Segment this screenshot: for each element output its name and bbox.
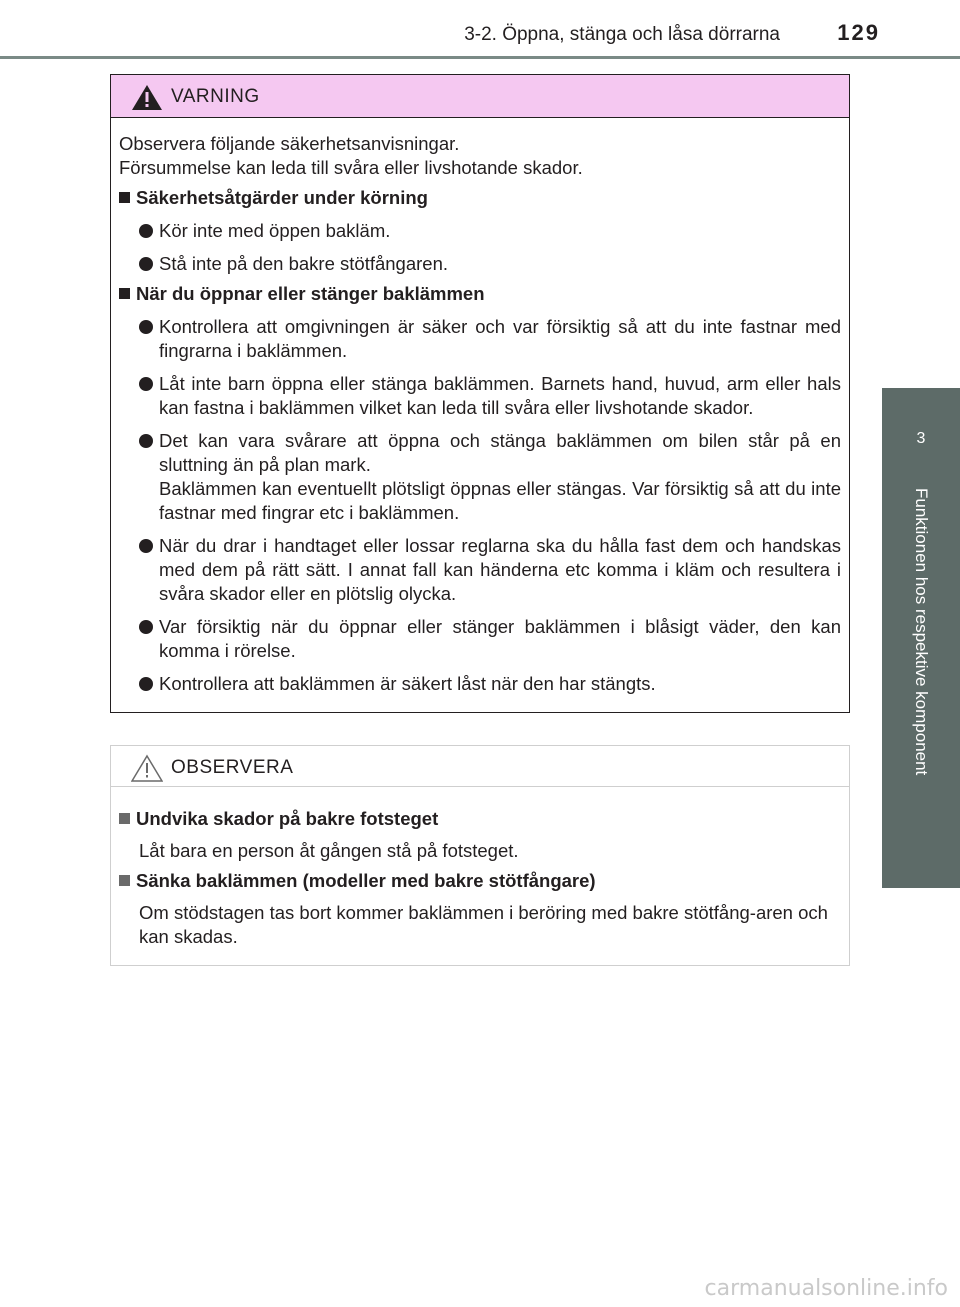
square-bullet-icon (119, 813, 130, 824)
list-item-text: Kör inte med öppen bakläm. (159, 220, 391, 241)
list-item (119, 429, 841, 525)
warning-subheading (119, 186, 841, 210)
list-item-text: Kontrollera att omgivningen är säker och var försiktig så att du inte fastnar med fingrarna i baklämmen. (159, 316, 841, 361)
page-header (0, 0, 960, 60)
circle-bullet-icon (139, 677, 153, 691)
chapter-title: Funktionen hos respektive komponent (912, 488, 931, 776)
caution-box (110, 745, 850, 966)
list-item-line: Baklämmen kan eventuellt plötsligt öppnas eller stängas. Var försiktig så att du inte fastnar med fingrar etc i baklämmen. (159, 478, 841, 523)
list-item-text (159, 429, 841, 525)
circle-bullet-icon (139, 539, 153, 553)
list-item (119, 615, 841, 663)
square-bullet-icon (119, 875, 130, 886)
warning-subheading (119, 282, 841, 306)
list-item (119, 252, 841, 276)
warning-body (111, 118, 849, 712)
section-title: 3-2. Öppna, stänga och låsa dörrarna (464, 24, 780, 45)
warning-header (111, 75, 849, 118)
page-number: 129 (837, 20, 880, 45)
circle-bullet-icon (139, 434, 153, 448)
warning-triangle-icon (131, 83, 163, 111)
caution-body (111, 787, 849, 965)
warning-intro (119, 132, 841, 180)
caution-paragraph: Om stödstagen tas bort kommer baklämmen i beröring med bakre stötfång-aren och kan skadas. (139, 902, 828, 947)
list-item-text: Var försiktig när du öppnar eller stänger baklämmen i blåsigt väder, den kan komma i rörelse. (159, 616, 841, 661)
caution-paragraph: Låt bara en person åt gången stå på fotsteget. (139, 840, 519, 861)
chapter-number: 3 (916, 430, 926, 447)
subheading-text: Säkerhetsåtgärder under körning (136, 187, 428, 208)
list-item (119, 534, 841, 606)
list-item-text: Kontrollera att baklämmen är säkert låst när den har stängts. (159, 673, 656, 694)
caution-subheading (119, 869, 841, 893)
list-item (119, 672, 841, 696)
subheading-text: När du öppnar eller stänger baklämmen (136, 283, 485, 304)
square-bullet-icon (119, 192, 130, 203)
circle-bullet-icon (139, 257, 153, 271)
caution-triangle-icon (131, 754, 163, 782)
header-rule (0, 56, 960, 59)
caution-label: OBSERVERA (171, 757, 294, 778)
warning-label: VARNING (171, 86, 260, 107)
warning-box (110, 74, 850, 713)
subheading-text: Sänka baklämmen (modeller med bakre stötfångare) (136, 870, 596, 891)
watermark: carmanualsonline.info (704, 1276, 948, 1301)
list-item (119, 219, 841, 243)
circle-bullet-icon (139, 377, 153, 391)
caution-header (111, 746, 849, 787)
list-item-text: Stå inte på den bakre stötfångaren. (159, 253, 449, 274)
list-item-text: När du drar i handtaget eller lossar reglarna ska du hålla fast dem och handskas med dem på rätt sätt. I annat fall kan händerna etc komma i kläm och resultera i svåra skador eller en plötslig olycka. (159, 535, 841, 604)
circle-bullet-icon (139, 320, 153, 334)
warning-intro-line: Försummelse kan leda till svåra eller livshotande skador. (119, 157, 583, 178)
chapter-side-tab (882, 388, 960, 888)
list-item-text: Låt inte barn öppna eller stänga baklämmen. Barnets hand, huvud, arm eller hals kan fastna i baklämmen vilket kan leda till svåra eller livshotande skador. (159, 373, 841, 418)
warning-intro-line: Observera följande säkerhetsanvisningar. (119, 133, 460, 154)
list-item (119, 315, 841, 363)
list-item-line: Det kan vara svårare att öppna och stänga baklämmen om bilen står på en sluttning än på plan mark. (159, 430, 841, 475)
caution-subheading (119, 807, 841, 831)
subheading-text: Undvika skador på bakre fotsteget (136, 808, 439, 829)
square-bullet-icon (119, 288, 130, 299)
circle-bullet-icon (139, 224, 153, 238)
circle-bullet-icon (139, 620, 153, 634)
list-item (119, 372, 841, 420)
